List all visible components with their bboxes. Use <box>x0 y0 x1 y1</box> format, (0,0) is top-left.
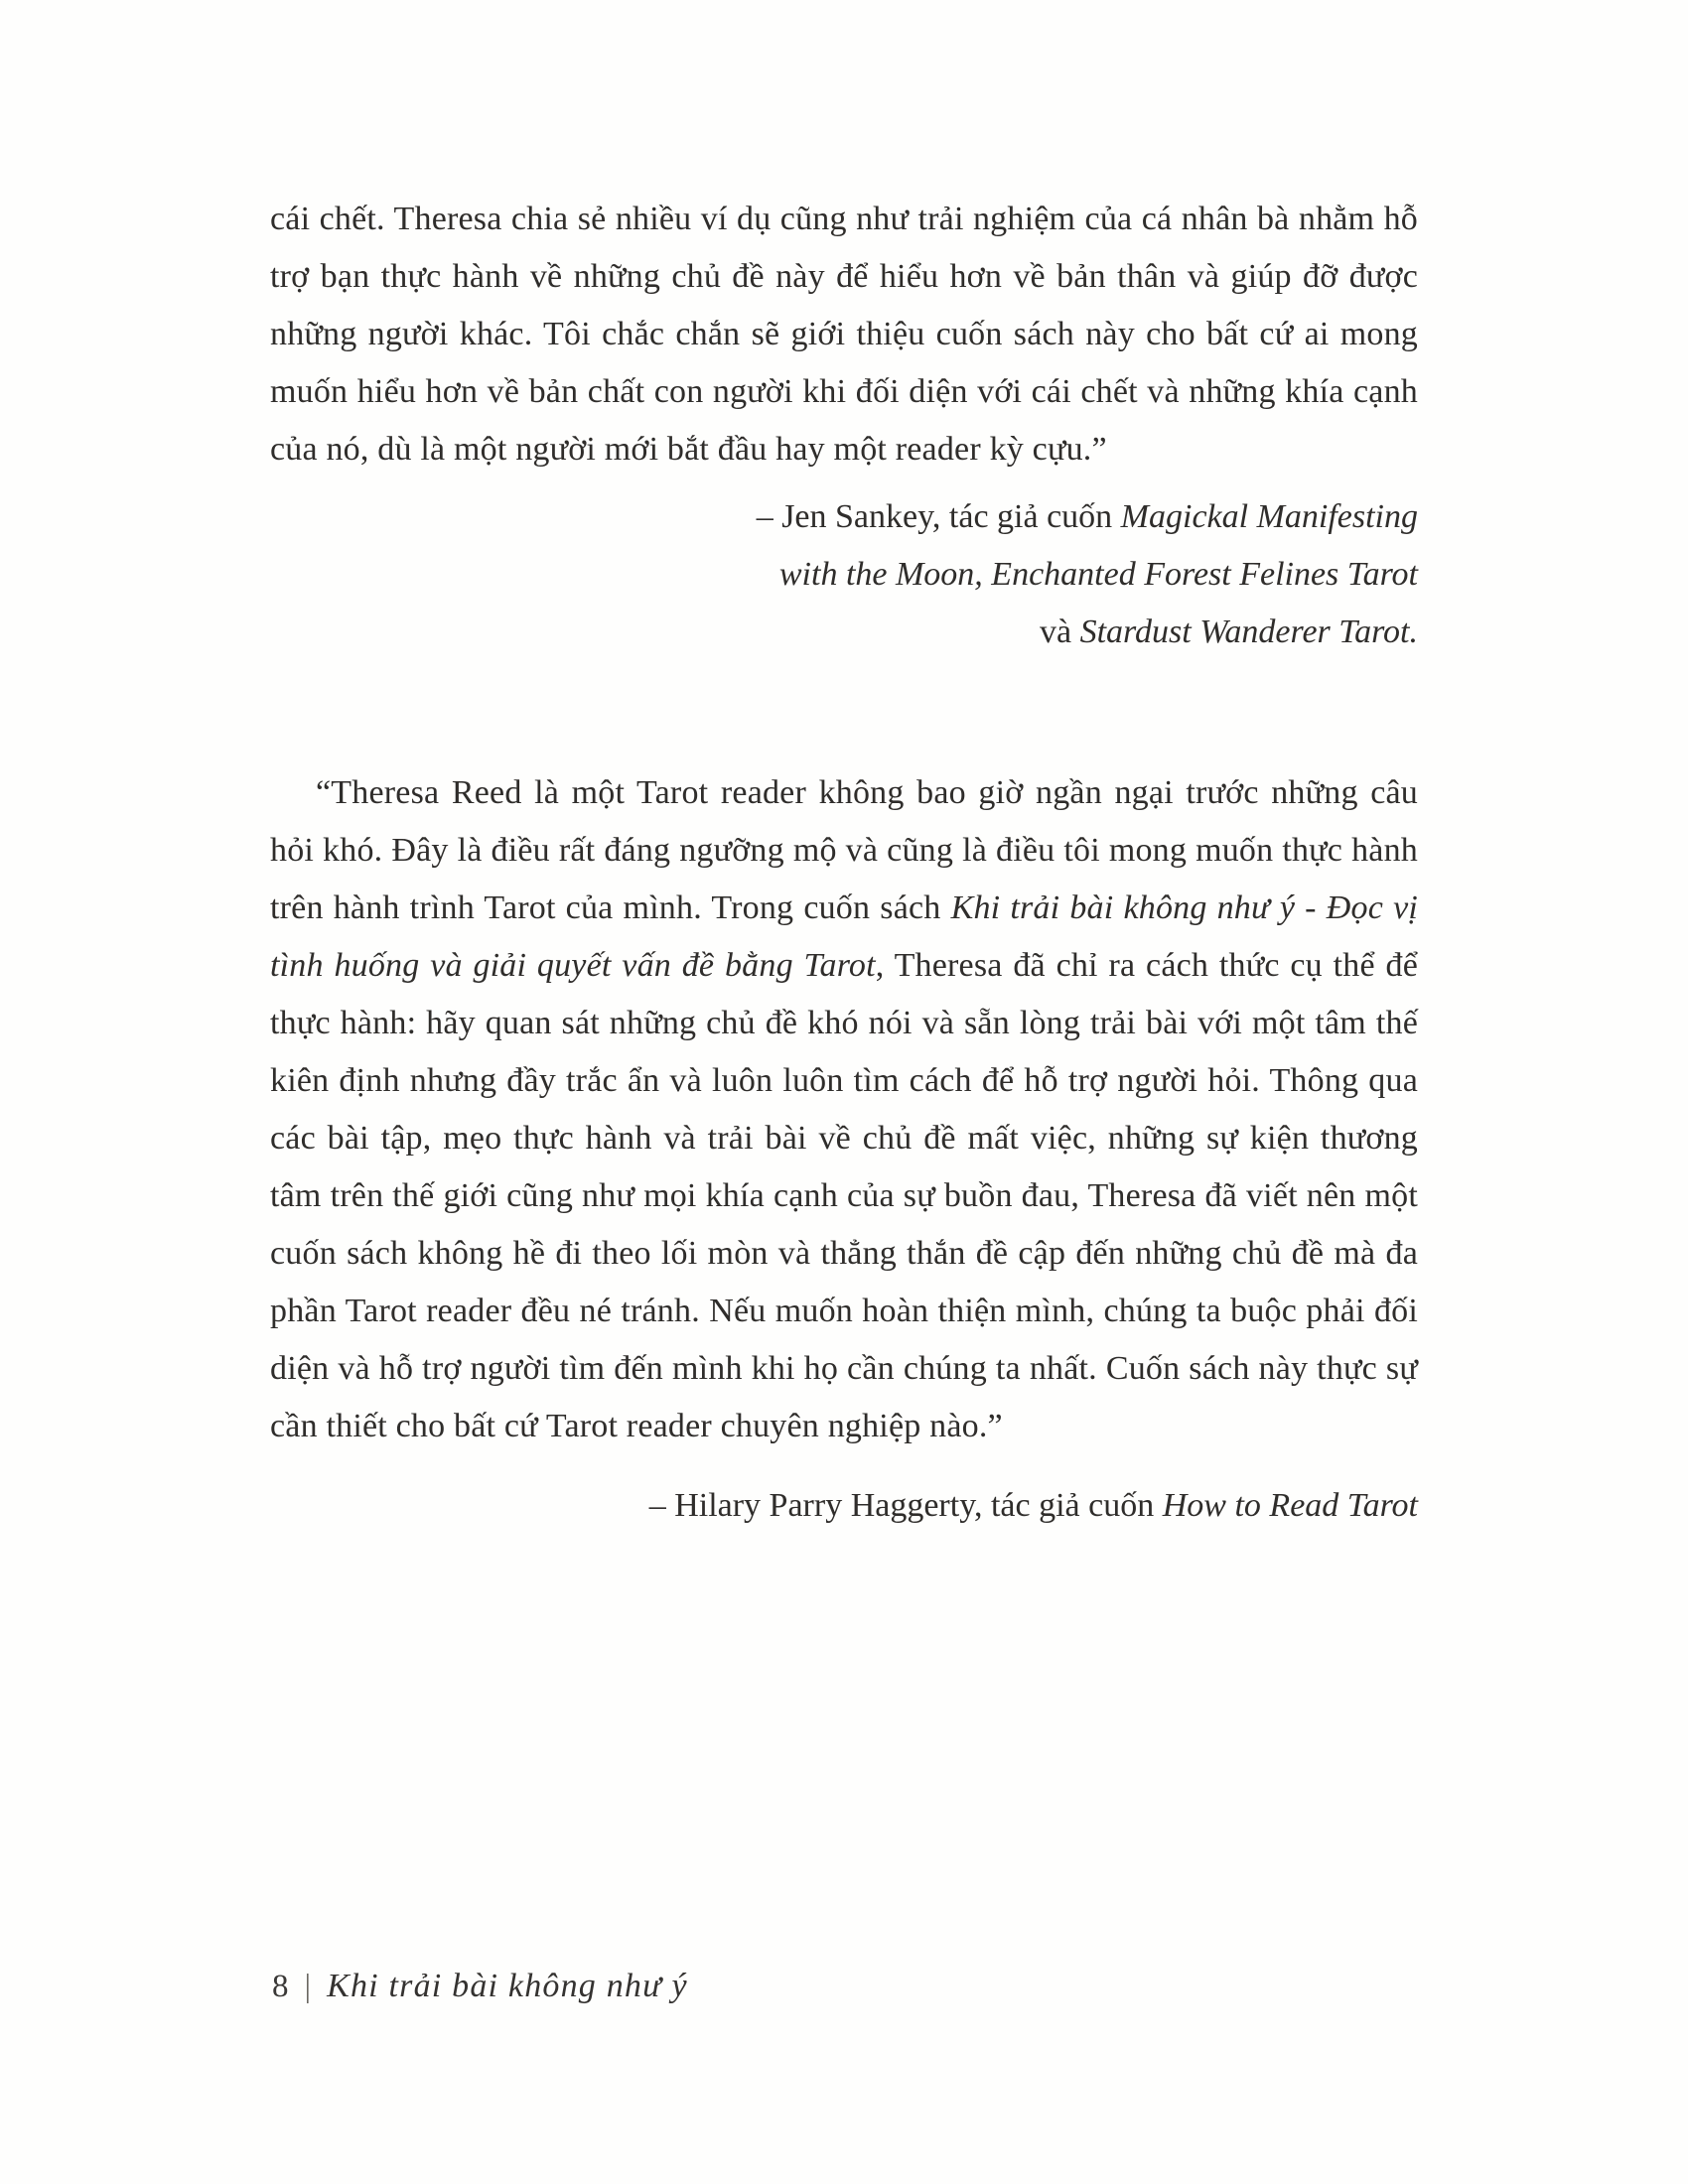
text-segment: – Jen Sankey, tác giả cuốn <box>756 498 1121 535</box>
page-number: 8 <box>272 1969 289 2004</box>
text-segment: và <box>1040 614 1080 650</box>
attribution-jen-sankey <box>270 488 1418 661</box>
footer-separator: | <box>304 1969 312 2004</box>
footer-book-title: Khi trải bài không như ý <box>327 1968 688 2004</box>
italic-text-segment: Stardust Wanderer Tarot. <box>1079 614 1418 650</box>
text-segment: , Theresa đã chỉ ra cách thức cụ thể để thực hành: hãy quan sát những chủ đề khó nói và sẵn lòng trải bài với một tâm thế kiên định nhưng đầy trắc ẩn và luôn luôn tìm cách để hỗ trợ người hỏi. Thông qua các bài tập, mẹo thực hành và trải bài về chủ đề mất việc, những sự kiện thương tâm trên thế giới cũng như mọi khía cạnh của sự buồn đau, Theresa đã viết nên một cuốn sách không hề đi theo lối mòn và thẳng thắn đề cập đến những chủ đề mà đa phần Tarot reader đều né tránh. Nếu muốn hoàn thiện mình, chúng ta buộc phải đối diện và hỗ trợ người tìm đến mình khi họ cần chúng ta nhất. Cuốn sách này thực sự cần thiết cho bất cứ Tarot reader chuyên nghiệp nào.” <box>270 947 1418 1444</box>
testimonial-paragraph-1 <box>270 191 1418 478</box>
page-footer <box>272 1968 688 2005</box>
italic-text-segment: How to Read Tarot <box>1162 1487 1418 1524</box>
attribution-hilary-parry-haggerty <box>270 1477 1418 1535</box>
testimonial-paragraph-2 <box>270 764 1418 1455</box>
italic-text-segment: Magickal Manifesting <box>1120 498 1418 535</box>
text-segment: – Hilary Parry Haggerty, tác giả cuốn <box>648 1487 1163 1524</box>
page-content <box>270 191 1418 1535</box>
italic-text-segment: with the Moon, Enchanted Forest Felines Tarot <box>778 556 1418 593</box>
text-segment: cái chết. Theresa chia sẻ nhiều ví dụ cũng như trải nghiệm của cá nhân bà nhằm hỗ trợ bạn thực hành về những chủ đề này để hiểu hơn về bản thân và giúp đỡ được những người khác. Tôi chắc chắn sẽ giới thiệu cuốn sách này cho bất cứ ai mong muốn hiểu hơn về bản chất con người khi đối diện với cái chết và những khía cạnh của nó, dù là một người mới bắt đầu hay một reader kỳ cựu.” <box>270 201 1418 468</box>
text-segment: “Theresa Reed là một Tarot reader không bao giờ ngần ngại trước những câu hỏi khó. Đây là điều rất đáng ngưỡng mộ và cũng là điều tôi mong muốn thực hành trên hành trình Tarot của mình. Trong cuốn sách <box>270 774 1418 926</box>
italic-text-segment: Khi trải bài không như ý - Đọc vị tình huống và giải quyết vấn đề bằng Tarot <box>270 889 1419 984</box>
